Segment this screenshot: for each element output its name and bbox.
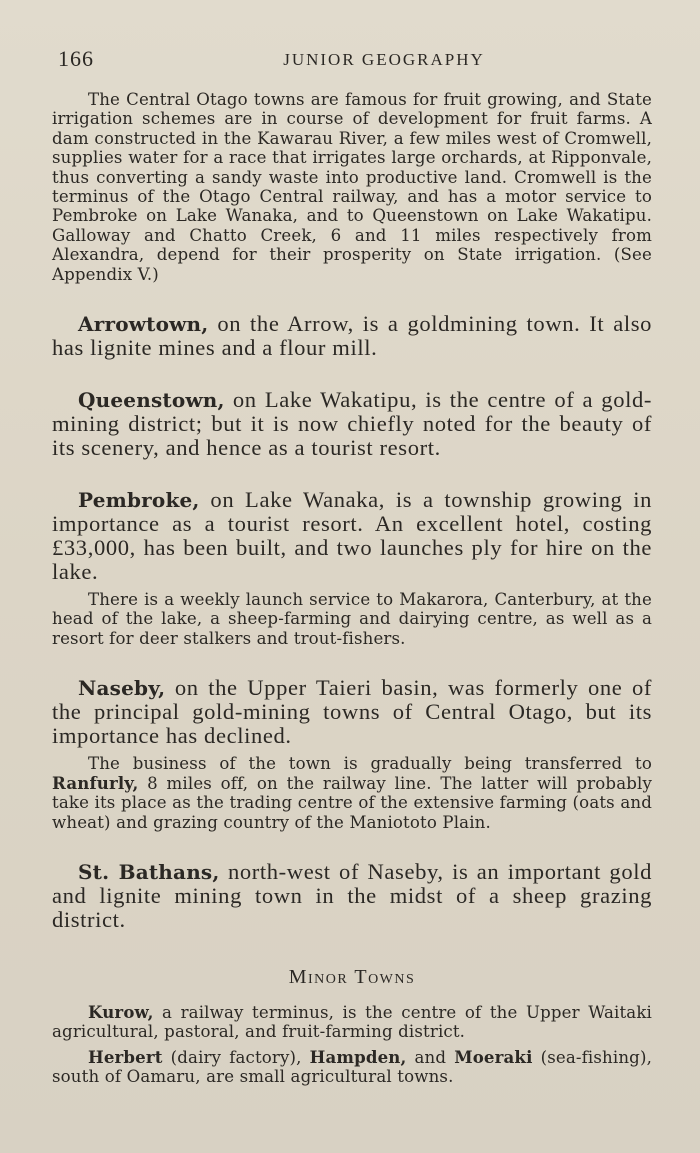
paragraph-text: on Lake Wanaka, is a township growing in importance as a tourist resort. An excellent hotel, costing £33,000, has been built, and two launches ply for hire on the lake. <box>52 487 652 585</box>
page-header <box>56 46 652 80</box>
town-name-queenstown: Queenstown, <box>78 388 225 413</box>
paragraph-ranfurly <box>52 754 652 832</box>
paragraph-text: 8 miles off, on the railway line. The latter will probably take its place as the trading centre of the extensive farming (oats and wheat) and grazing country of the Maniototo Plain. <box>52 773 652 832</box>
paragraph-st-bathans <box>52 860 652 932</box>
town-name-arrowtown: Arrowtown, <box>78 312 209 337</box>
paragraph-text: a railway terminus, is the centre of the Upper Waitaki agricultural, pastoral, and fruit-farming district. <box>52 1002 652 1042</box>
town-name-st-bathans: St. Bathans, <box>78 859 220 884</box>
page-number: 166 <box>58 46 94 71</box>
town-name-hampden: Hampden, <box>309 1046 407 1067</box>
town-name-ranfurly: Ranfurly, <box>52 772 139 793</box>
paragraph-arrowtown <box>52 312 652 360</box>
paragraph-text: north-west of Naseby, is an important gold and lignite mining town in the midst of a sheep grazing district. <box>52 858 652 932</box>
paragraph-text: (dairy factory), <box>162 1047 310 1067</box>
paragraph-makarora: There is a weekly launch service to Makarora, Canterbury, at the head of the lake, a sheep-farming and dairying centre, as well as a resort for deer stalkers and trout-fishers. <box>52 590 652 648</box>
town-name-kurow: Kurow, <box>88 1001 154 1022</box>
paragraph-herbert <box>52 1048 652 1087</box>
town-name-pembroke: Pembroke, <box>78 488 200 513</box>
town-name-herbert: Herbert <box>88 1046 163 1067</box>
paragraph-central-otago: The Central Otago towns are famous for fruit growing, and State irrigation schemes are in course of development for fruit farms. A dam constructed in the Kawarau River, a few miles west of Cromwell, supplies water for a race that irrigates large orchards, at Ripponvale, thus converting a sandy waste into productive land. Cromwell is the terminus of the Otago Central railway, and has a motor service to Pembroke on Lake Wanaka, and to Queenstown on Lake Wakatipu. Galloway and Chatto Creek, 6 and 11 miles respectively from Alexandra, depend for their prosperity on State irrigation. (See Appendix V.) <box>52 90 652 284</box>
town-name-naseby: Naseby, <box>78 676 166 701</box>
paragraph-naseby <box>52 676 652 748</box>
paragraph-text: and <box>406 1047 455 1067</box>
paragraph-text: on the Arrow, is a goldmining town. It also has lignite mines and a flour mill. <box>52 311 652 361</box>
paragraph-text: The business of the town is gradually being transferred to <box>88 754 652 774</box>
paragraph-pembroke <box>52 488 652 584</box>
town-name-moeraki: Moeraki <box>454 1046 533 1067</box>
section-heading-minor-towns: Minor Towns <box>288 965 416 988</box>
paragraph-text: on Lake Wakatipu, is the centre of a gold-mining district; but it is now chiefly noted for the beauty of its scenery, and hence as a tourist resort. <box>52 387 652 461</box>
paragraph-text: (sea-fishing), south of Oamaru, are small agricultural towns. <box>52 1047 652 1087</box>
paragraph-kurow <box>52 1003 652 1042</box>
running-head: JUNIOR GEOGRAPHY <box>283 50 485 69</box>
page-body <box>52 90 652 1087</box>
paragraph-queenstown <box>52 388 652 460</box>
paragraph-text: on the Upper Taieri basin, was formerly one of the principal gold-mining towns of Central Otago, but its importance has declined. <box>52 675 652 749</box>
